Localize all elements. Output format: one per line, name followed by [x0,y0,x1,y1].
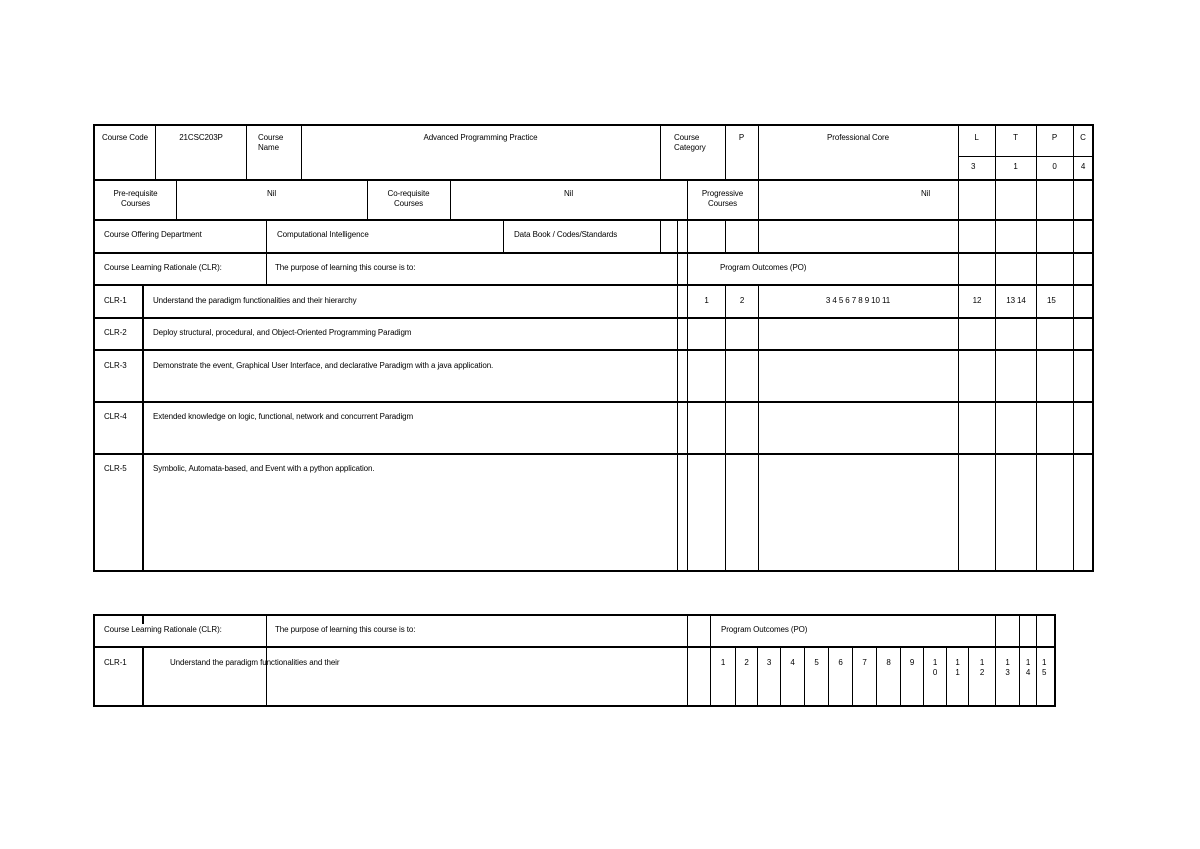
po-number: 1 5 [1042,658,1047,677]
col-divider [995,614,996,647]
col-divider [725,285,726,571]
corequisite-label: Co-requisite Courses [387,189,430,208]
ltpc-header-p: P [1051,133,1058,142]
po-number: 1 [720,658,726,667]
progressive-value: Nil [920,189,931,198]
course-category-label: Course Category [674,133,706,152]
col-divider [503,220,504,253]
col-divider [780,647,781,706]
po-number: 1 0 [932,658,938,677]
po-number: 2 [739,296,745,305]
course-category-name: Professional Core [827,133,889,142]
col-divider [1036,647,1037,706]
clr-text: Symbolic, Automata-based, and Event with a python application. [153,464,375,473]
program-outcomes-label: Program Outcomes (PO) [721,625,808,634]
col-divider [246,124,247,180]
po-number: 1 1 [955,658,960,677]
col-divider [176,180,177,220]
col-divider [266,220,267,253]
corequisite-value: Nil [563,189,574,198]
col-divider [1019,614,1020,647]
col-divider [900,647,901,706]
col-divider [677,220,678,571]
col-divider [852,647,853,706]
course-code-label: Course Code [101,133,149,142]
row-divider [93,179,1094,181]
clr-label: Course Learning Rationale (CLR): [104,263,222,272]
clr-text: Understand the paradigm functionalities and their hierarchy [153,296,357,305]
table-border [93,614,1056,616]
department-label: Course Offering Department [104,230,202,239]
po-number: 13 14 [1006,296,1026,305]
clr-code: CLR-5 [104,464,127,473]
col-divider [725,220,726,253]
department-value: Computational Intelligence [277,230,369,239]
col-divider [450,180,451,220]
clr-code: CLR-2 [104,328,127,337]
po-number: 7 [862,658,867,667]
ltpc-header-l: L [974,133,979,142]
prerequisite-label: Pre-requisite Courses [113,189,158,208]
col-divider [1036,614,1037,647]
ltpc-header-t: T [1013,133,1018,142]
po-number: 3 4 5 6 7 8 9 10 11 [825,296,891,305]
po-number: 12 [972,296,982,305]
col-divider [155,124,156,180]
course-code-value: 21CSC203P [179,133,223,142]
row-divider [93,219,1094,221]
col-divider [660,124,661,180]
po-number: 1 4 [1025,658,1031,677]
ltpc-value-l: 3 [971,162,976,171]
row-divider [93,284,1094,286]
col-divider [687,220,688,571]
col-divider [757,647,758,706]
po-number: 4 [790,658,795,667]
col-divider [142,285,144,571]
ltpc-header-c: C [1080,133,1086,142]
po-number: 6 [838,658,843,667]
clr-code: CLR-4 [104,412,127,421]
course-category-code: P [738,133,745,142]
clr-code: CLR-1 [104,296,127,305]
po-number: 1 2 [979,658,985,677]
clr-code: CLR-3 [104,361,127,370]
po-number: 3 [766,658,772,667]
row-divider [93,252,1094,254]
col-divider [758,180,759,220]
course-name-label: Course Name [258,133,284,152]
po-number: 1 3 [1005,658,1010,677]
progressive-label: Progressive Courses [701,189,744,208]
row-divider [93,401,1094,403]
po-number: 9 [909,658,915,667]
table-border [1092,124,1094,572]
col-divider [876,647,877,706]
course-name-value: Advanced Programming Practice [423,133,538,142]
col-divider [266,253,267,285]
col-divider [828,647,829,706]
col-divider [804,647,805,706]
row-divider [93,453,1094,455]
po-number: 5 [814,658,819,667]
po-number: 8 [886,658,891,667]
ltpc-value-c: 4 [1080,162,1086,171]
ltpc-value-t: 1 [1013,162,1018,171]
databook-label: Data Book / Codes/Standards [514,230,618,239]
po-number: 2 [744,658,749,667]
prerequisite-value: Nil [266,189,277,198]
col-divider [735,647,736,706]
program-outcomes-label: Program Outcomes (PO) [720,263,807,272]
row-divider [93,349,1094,351]
clr-text: Deploy structural, procedural, and Object-Oriented Programming Paradigm [153,328,412,337]
table-border [1054,614,1056,707]
po-number: 1 [704,296,709,305]
clr-purpose: The purpose of learning this course is to: [275,625,416,634]
col-divider [758,220,759,253]
col-divider [142,614,144,624]
clr-label: Course Learning Rationale (CLR): [104,625,222,634]
col-divider [758,285,759,571]
table-border [93,124,1094,126]
row-divider [93,317,1094,319]
clr-text: Understand the paradigm functionalities and their [170,658,340,667]
clr-text: Demonstrate the event, Graphical User Interface, and declarative Paradigm with a java application. [153,361,494,370]
table-border [93,705,1056,707]
ltpc-value-p: 0 [1052,162,1057,171]
row-divider [93,646,1056,648]
clr-text: Extended knowledge on logic, functional, network and concurrent Paradigm [153,412,414,421]
col-divider [142,647,144,706]
clr-code: CLR-1 [104,658,127,667]
po-number: 15 [1047,296,1056,305]
table-border [93,570,1094,572]
col-divider [660,220,661,253]
table-border [93,614,95,707]
col-divider [687,614,688,706]
table-border [93,124,95,572]
clr-purpose: The purpose of learning this course is to: [275,263,416,272]
